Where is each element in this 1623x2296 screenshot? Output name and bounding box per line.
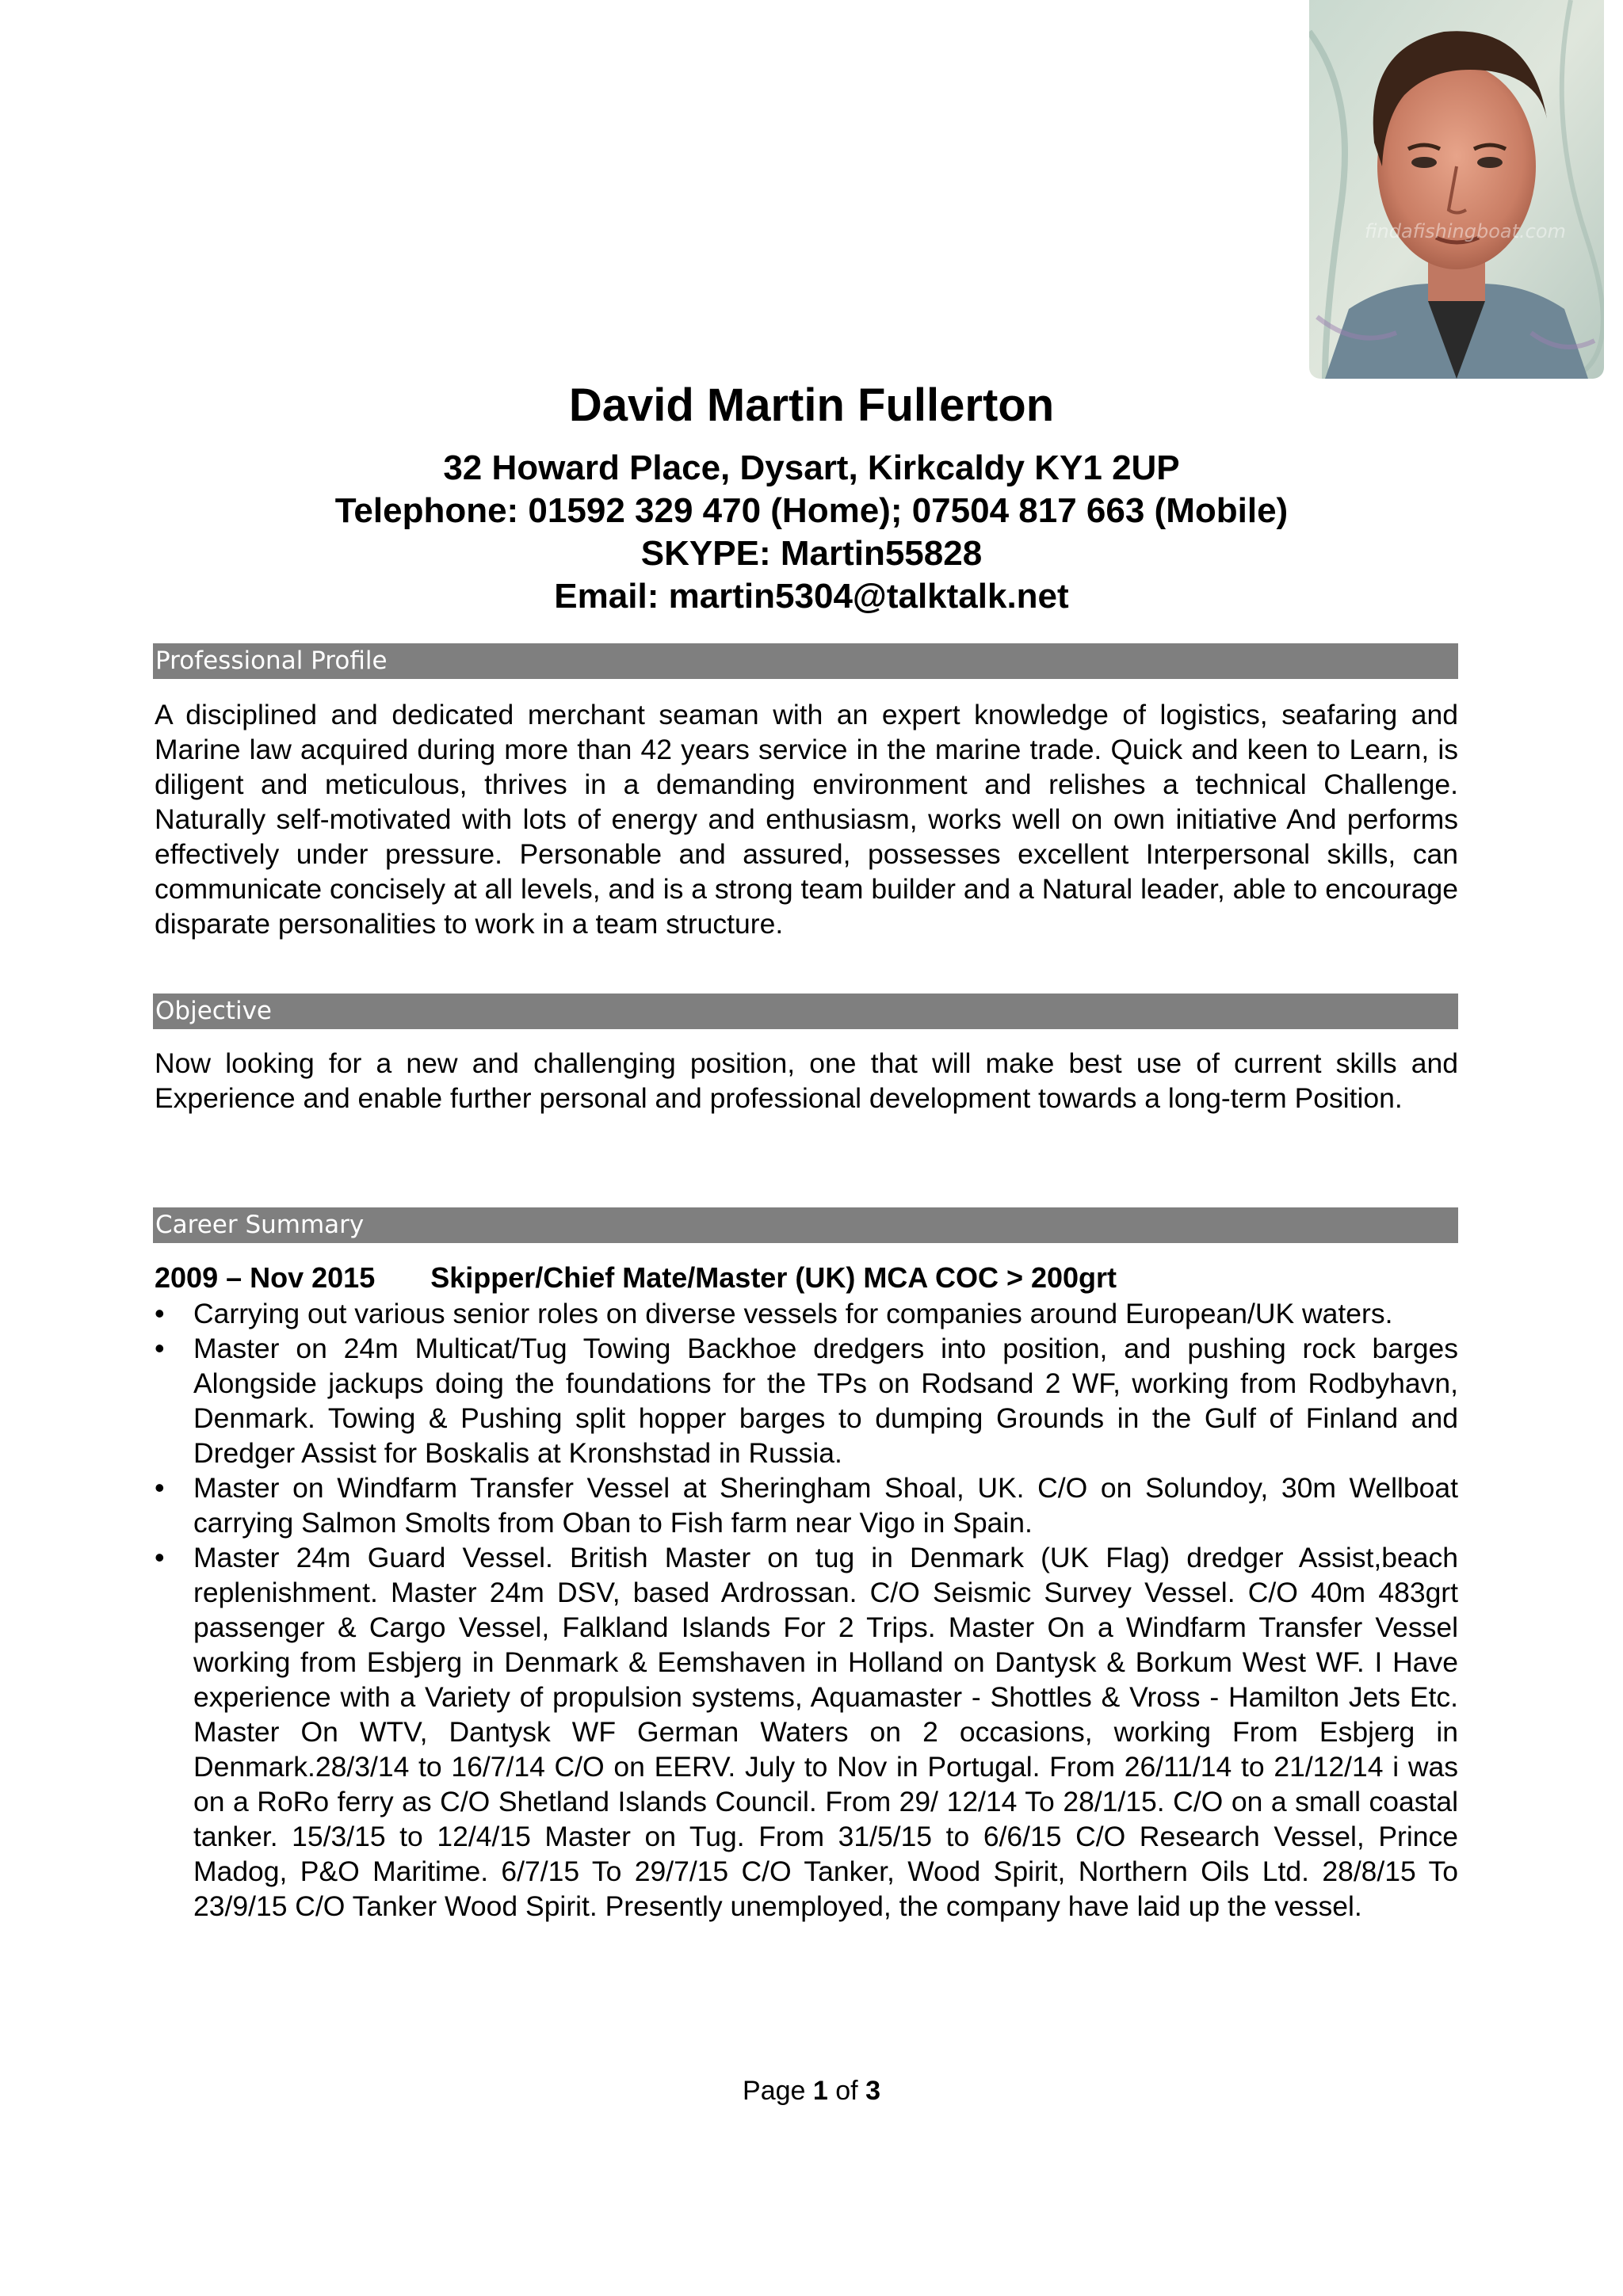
career-role: Skipper/Chief Mate/Master (UK) MCA COC > 200grt	[430, 1261, 1117, 1294]
of-word: of	[835, 2076, 858, 2106]
section-header-professional-profile: Professional Profile	[153, 643, 1458, 679]
career-bullet: • Master 24m Guard Vessel. British Master on tug in Denmark (UK Flag) dredger Assist,beach replenishment. Master 24m DSV, based Ardrossan. C/O Seismic Survey Vessel. C/O 40m 483grt passenger & Cargo Vessel, Falkland Islands For 2 Trips. Master On a Windfarm Transfer Vessel working from Esbjerg in Denmark & Eemshaven in Holland on Dantysk & Borkum West WF. I Have experience with a Variety of propulsion systems, Aquamaster - Shottles & Vross - Hamilton Jets Etc. Master On WTV, Dantysk WF German Waters on 2 occasions, working From Esbjerg in Denmark.28/3/14 to 16/7/14 C/O on EERV. July to Nov in Portugal. From 26/11/14 to 21/12/14 i was on a RoRo ferry as C/O Shetland Islands Council. From 29/ 12/14 To 28/1/15. C/O on a small coastal tanker. 15/3/15 to 12/4/15 Master on Tug. From 31/5/15 to 6/6/15 C/O Research Vessel, Prince Madog, P&O Maritime. 6/7/15 To 29/7/15 C/O Tanker, Wood Spirit, Northern Oils Ltd. 28/8/15 To 23/9/15 C/O Tanker Wood Spirit. Presently unemployed, the company have laid up the vessel.	[155, 1540, 1458, 1924]
current-page: 1	[812, 2076, 828, 2106]
portrait-icon	[1309, 0, 1604, 379]
profile-paragraph: A disciplined and dedicated merchant seaman with an expert knowledge of logistics, seafaring and Marine law acquired during more than 42 years service in the marine trade. Quick and keen to Learn, is diligent and meticulous, thrives in a demanding environment and relishes a technical Challenge. Naturally self-motivated with lots of energy and enthusiasm, works well on own initiative And performs effectively under pressure. Personable and assured, possesses excellent Interpersonal skills, can communicate concisely at all levels, and is a strong team builder and a Natural leader, able to encourage disparate personalities to work in a team structure.	[155, 699, 1458, 940]
career-bullet-list	[155, 1296, 1458, 1924]
career-entry-heading	[155, 1261, 1117, 1295]
career-bullet: • Master on Windfarm Transfer Vessel at Sheringham Shoal, UK. C/O on Solundoy, 30m Wellboat carrying Salmon Smolts from Oban to Fish farm near Vigo in Spain.	[155, 1470, 1458, 1540]
page-number	[0, 2076, 1623, 2107]
career-period: 2009 – Nov 2015	[155, 1261, 376, 1294]
career-bullet: • Carrying out various senior roles on diverse vessels for companies around European/UK waters.	[155, 1296, 1458, 1331]
address-line: 32 Howard Place, Dysart, Kirkcaldy KY1 2UP	[443, 448, 1180, 487]
total-pages: 3	[865, 2076, 880, 2106]
objective-paragraph: Now looking for a new and challenging position, one that will make best use of current skills and Experience and enable further personal and professional development towards a long-term Position.	[155, 1047, 1458, 1114]
portrait-photo	[1309, 0, 1604, 379]
page-word: Page	[743, 2076, 806, 2106]
career-bullet: • Master on 24m Multicat/Tug Towing Backhoe dredgers into position, and pushing rock barges Alongside jackups doing the foundations for the TPs on Rodsand 2 WF, working from Rodbyhavn, Denmark. Towing & Pushing split hopper barges to dumping Grounds in the Gulf of Finland and Dredger Assist for Boskalis at Kronshstad in Russia.	[155, 1331, 1458, 1470]
email-line: Email: martin5304@talktalk.net	[554, 577, 1069, 616]
telephone-line: Telephone: 01592 329 470 (Home); 07504 817 663 (Mobile)	[334, 491, 1289, 530]
section-header-career-summary: Career Summary	[153, 1207, 1458, 1243]
watermark-text: findafishingboat.com	[1365, 220, 1566, 242]
section-header-objective: Objective	[153, 994, 1458, 1029]
candidate-name: David Martin Fullerton	[568, 379, 1055, 431]
skype-line: SKYPE: Martin55828	[640, 534, 983, 573]
